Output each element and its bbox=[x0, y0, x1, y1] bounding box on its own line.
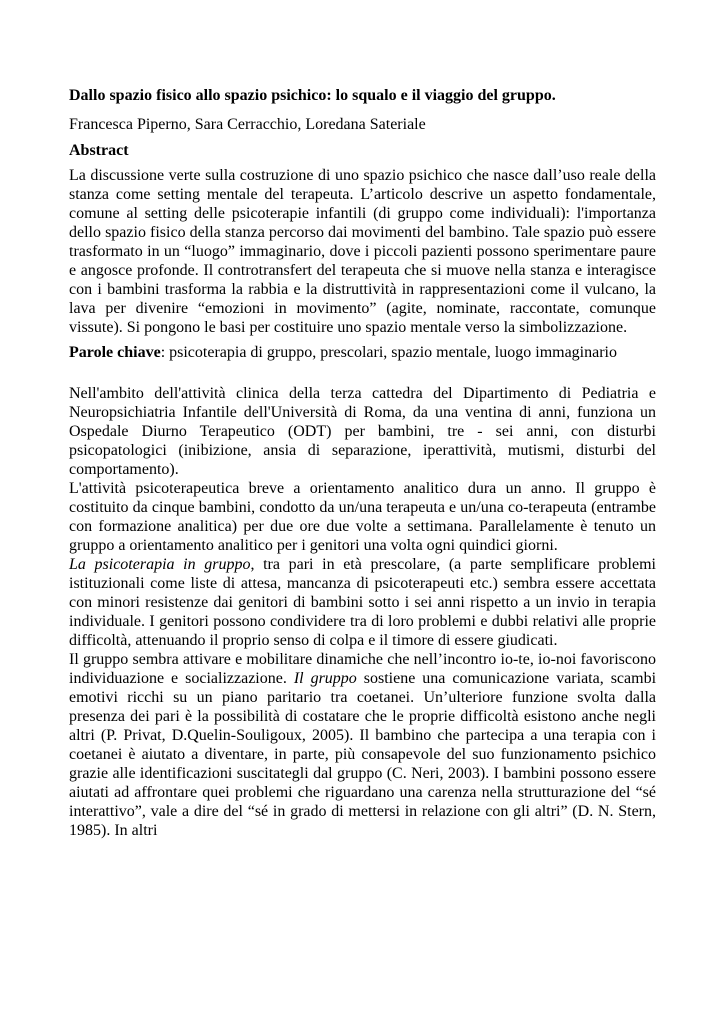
body-paragraph-1: Nell'ambito dell'attività clinica della terza cattedra del Dipartimento di Pediatria e Neuropsichiatria Infantile dell'Università di Roma, da una ventina di anni, funziona un Ospedale Diurno Terapeutico (ODT) per bambini, tre - sei anni, con disturbi psicopatologici (inibizione, ansia di separazione, iperattività, mutismi, disturbi del comportamento). bbox=[69, 385, 656, 478]
italic-phrase: Il gruppo bbox=[293, 670, 357, 687]
keywords-label: Parole chiave bbox=[69, 344, 161, 361]
abstract-heading: Abstract bbox=[69, 142, 129, 159]
paragraph-text: , tra pari in età prescolare, (a parte semplificare problemi istituzionali come liste di attesa, mancanza di psicoterapeuti etc.) sembra essere accettata con minori resistenze dai genitori di bambini sotto i sei anni rispetto a un invio in terapia individuale. I genitori possono condividere tra di loro problemi e dubbi relativi alle proprie difficoltà, attenuando il proprio senso di colpa e il timore di essere giudicati. bbox=[69, 556, 656, 649]
paragraph-text: sostiene una comunicazione variata, scambi emotivi ricchi su un piano paritario tra coetanei. Un’ulteriore funzione svolta dalla presenza dei pari è la possibilità di costatare che le proprie difficoltà esistono anche negli altri (P. Privat, D.Quelin-Souligoux, 2005). Il bambino che partecipa a una terapia con i coetanei è aiutato a diventare, in parte, più consapevole del suo funzionamento psichico grazie alle identificazioni suscitategli dal gruppo (C. Neri, 2003). I bambini possono essere aiutati ad affrontare quei problemi che riguardano una carenza nella strutturazione del “sé interattivo”, vale a dire del “sé in grado di mettersi in relazione con gli altri” (D. N. Stern, 1985). In altri bbox=[69, 670, 657, 839]
keywords-line bbox=[69, 343, 656, 362]
body-text bbox=[69, 384, 656, 840]
body-paragraph-2: L'attività psicoterapeutica breve a orientamento analitico dura un anno. Il gruppo è costituito da cinque bambini, condotto da un/una terapeuta e un/una co-terapeuta (entrambe con formazione analitica) per due ore due volte a settimana. Parallelamente è tenuto un gruppo a orientamento analitico per i genitori una volta ogni quindici giorni. bbox=[69, 480, 656, 554]
abstract-text: La discussione verte sulla costruzione di uno spazio psichico che nasce dall’uso reale della stanza come setting mentale del terapeuta. L’articolo descrive un aspetto fondamentale, comune al setting delle psicoterapie infantili (di gruppo come individuali): l'importanza dello spazio fisico della stanza percorso dai movimenti del bambino. Tale spazio può essere trasformato in un “luogo” immaginario, dove i piccoli pazienti possono sperimentare paure e angosce profonde. Il controtransfert del terapeuta che si muove nella stanza e interagisce con i bambini trasforma la rabbia e la distruttività in rappresentazioni come il vulcano, la lava per divenire “emozioni in movimento” (agite, nominate, raccontate, comunque vissute). Si pongono le basi per costituire uno spazio mentale verso la simbolizzazione. bbox=[69, 167, 656, 336]
keywords-text: : psicoterapia di gruppo, prescolari, spazio mentale, luogo immaginario bbox=[160, 344, 617, 361]
paragraph-text: Il gruppo sembra attivare e mobilitare dinamiche che nell’incontro io-te, io-noi favoriscono individuazione e socializzazione. bbox=[69, 651, 656, 687]
body-paragraph-4 bbox=[69, 650, 656, 840]
italic-phrase: La psicoterapia in gruppo bbox=[69, 556, 251, 573]
authors-line: Francesca Piperno, Sara Cerracchio, Loredana Sateriale bbox=[69, 116, 426, 133]
document-page bbox=[69, 86, 656, 840]
document-title: Dallo spazio fisico allo spazio psichico: lo squalo e il viaggio del gruppo. bbox=[69, 87, 556, 104]
body-paragraph-3 bbox=[69, 555, 656, 650]
